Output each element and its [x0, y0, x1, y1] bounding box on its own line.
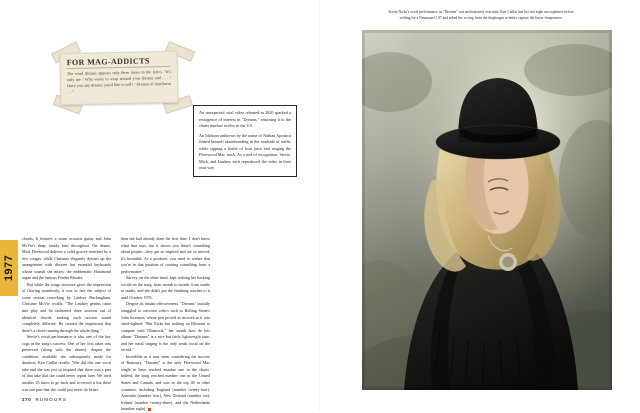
photo-caption: Stevie Nicks's vocal performance on "Dreams" was meticulously executed. Ken Caillat had her test eight microphones before settling for a Neumann U 87 and asked her to sing from the diaphragm to better capture the lower frequencies. [388, 10, 574, 20]
body-paragraph-final [121, 354, 210, 413]
fact-box-paragraph: An Idahoan unknown by the name of Nathan Apodaca filmed himself skateboarding in the roadside of traffic while sipping a bottle of fruit juice and singing the Fleetwood Mac track. As a nod of recognition, Stevie, Mick, and Lindsey each reproduced the video in their own way. [199, 132, 291, 170]
year-tab [0, 240, 18, 296]
body-column-right [121, 236, 210, 413]
fact-box [193, 105, 297, 177]
book-title: RUMOURS [35, 397, 67, 402]
mag-addicts-note [59, 51, 178, 105]
left-page [0, 0, 320, 411]
body-paragraph: than she had already done the first time. I don't know what that says, but it shows you there's something about people—they get so inspired and are so moved, it's beautiful. As a producer, you need to realize that you're in that position of creating something from a performance." [121, 236, 210, 274]
body-paragraph: Despite its instant effectiveness, "Dreams" initially struggled to convince critics such as Rolling Stone's John Swenson, whose pen proved as incisive as it was short-sighted: "But Nicks has nothing on Blossom to compare with Tillamook," her smash hors de lois album. "Dreams" is a nice but fairly lightweight tune, and her nasal singing is the only weak vocal on the record." [121, 301, 210, 353]
body-paragraph: Survey, on the other hand, kept redoing her backing vocals on the song, from month to month, from studio to studio, and she didn't put the finishing touches to it until October 1976. [121, 275, 210, 300]
body-paragraph: But while the songs structure gives the impression of flowing seamlessly, it was in fact the subject of some serious reworking by Lindsey Buckingham. Christine McVie recalls: "The Lindsey genius came into play and he fashioned three sections out of identical chords, making each section sound completely different. He created the impression that there's a chord running through the whole thing." [22, 281, 111, 333]
body-paragraph: Stevie's vocal performance is also one of the key cogs in the song's success. One of her first takes was preserved (along with the drums), despite the conditions available she subsequently made for duration. Ken Caillat recalls: "She did this one vocal take and she was just so inspired that there was a part of that take that she could never repeat later. We tried another 25 times to go back and re-record it but there was one part that she could just never do better [22, 334, 111, 392]
end-mark-icon [148, 408, 151, 411]
photo-illustration [362, 30, 612, 390]
body-column-left [22, 236, 111, 413]
page-number: 270 [22, 397, 32, 402]
year-tab-label: 1977 [3, 254, 16, 282]
right-page [320, 0, 640, 411]
note-body: The word dreams appears only three times in the lyrics. "It's only me / Who wants to wrap around your dreams and . . . / Have you any dreams you'd like to sell? / Dreams of loneliness . . ." [66, 68, 172, 95]
body-columns [22, 236, 300, 413]
body-paragraph-text: Incredible as it may seem considering the success of Rumours, "Dreams" is the only Fleetwood Mac single to have reached number one in the charts. Indeed, the song reached number one in the United States and Canada, and was in the top 40 in other countries, including England (number twenty-four), Australia (number four), New Zealand (number six), Ireland (number twenty-three), and the Netherlands (number eight). [121, 353, 210, 412]
photo-stevie-nicks [362, 30, 612, 390]
fact-box-paragraph: An unexpected viral video released in 2020 sparked a resurgence of interest in "Dreams," returning it to the charts number twelve in the US. [199, 110, 291, 128]
body-paragraph: chords. It features a warm acoustic guitar and John McVie's deep, steady bass throughout. On drums, Mick Fleetwood delivers a solid groove enriched by a few congas, while Christine elegantly dresses up the arrangement with discreet but essential keyboards whose sounds she mixes: the emblematic Hammond organ and the famous Fender Rhodes. [22, 236, 111, 281]
note-title: FOR MAG-ADDICTS [67, 56, 171, 69]
folio [22, 397, 67, 402]
